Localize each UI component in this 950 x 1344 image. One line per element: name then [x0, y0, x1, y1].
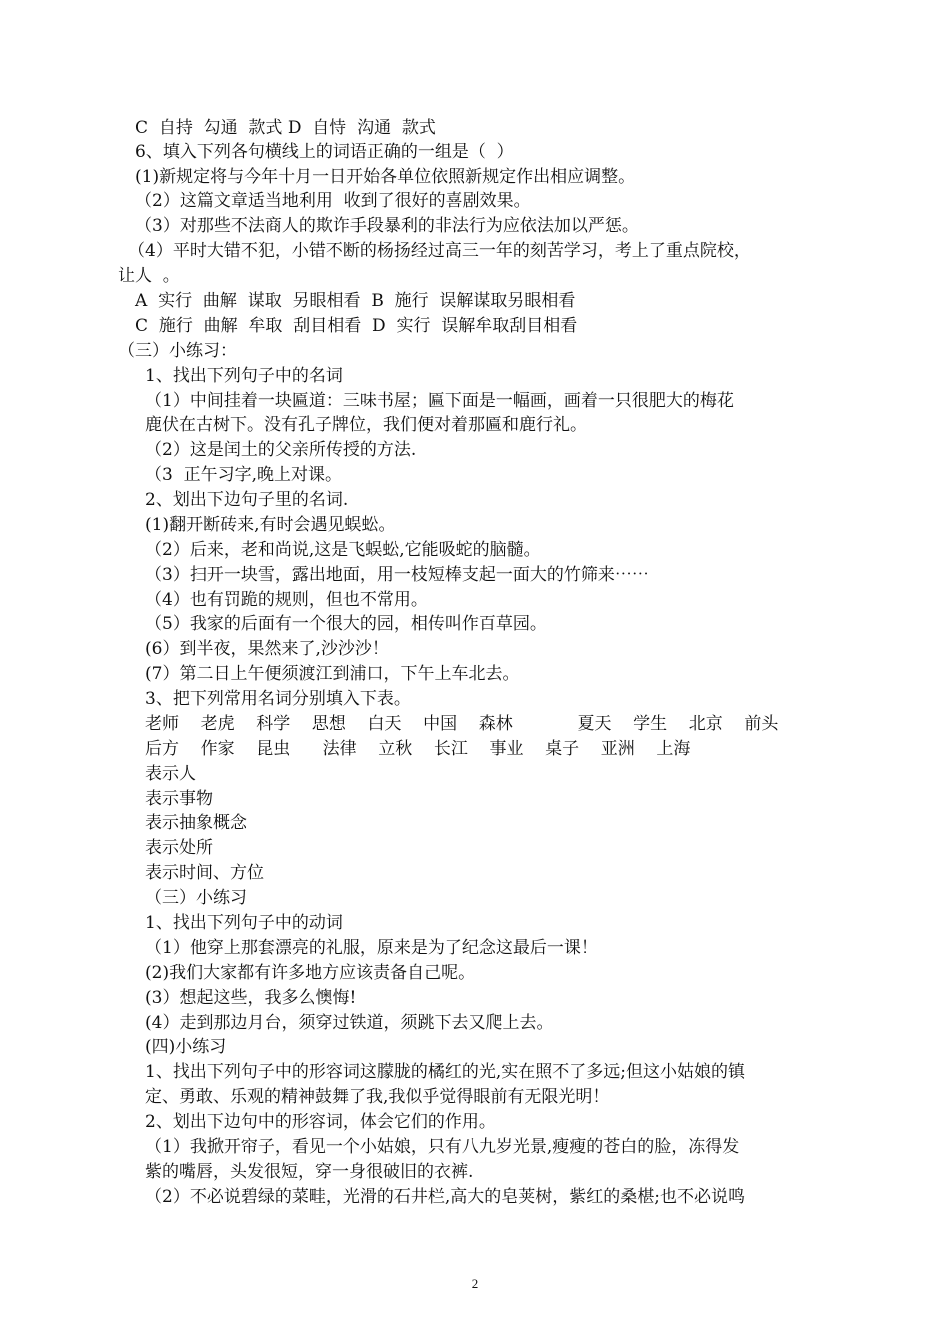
- text-line: （5）我家的后面有一个很大的园，相传叫作百草园。: [145, 614, 547, 634]
- question-title: 2、划出下边句子里的名词.: [145, 490, 349, 510]
- text-line: 1、找出下列句子中的形容词这朦胧的橘红的光,实在照不了多远;但这小姑娘的镇: [145, 1062, 745, 1082]
- text-line: A 实行 曲解 谋取 另眼相看 B 施行 误解谋取另眼相看: [135, 291, 576, 311]
- table-row-label: 表示处所: [145, 838, 213, 858]
- table-row-label: 表示抽象概念: [145, 813, 247, 833]
- section-heading: （三）小练习：: [118, 341, 237, 361]
- text-line: （1）我掀开帘子，看见一个小姑娘，只有八九岁光景,瘦瘦的苍白的脸，冻得发: [145, 1137, 740, 1157]
- question-title: 1、找出下列句子中的名词: [145, 366, 343, 386]
- word-list-row: 老师 老虎 科学 思想 白天 中国 森林 夏天 学生 北京 前头: [145, 714, 779, 734]
- page-number: 2: [471, 1276, 479, 1291]
- text-line: （2）这是闰土的父亲所传授的方法.: [145, 440, 417, 460]
- text-line: 让人 。: [118, 266, 180, 286]
- text-line: （4）也有罚跪的规则，但也不常用。: [145, 590, 428, 610]
- section-heading: (四)小练习: [145, 1037, 227, 1057]
- text-line: （3）扫开一块雪，露出地面，用一枝短棒支起一面大的竹筛来⋯⋯: [145, 565, 649, 585]
- text-line: （1）中间挂着一块匾道：三味书屋；匾下面是一幅画，画着一只很肥大的梅花: [145, 391, 734, 411]
- text-line: (4）走到那边月台，须穿过铁道，须跳下去又爬上去。: [145, 1013, 554, 1033]
- text-line: (1)翻开断砖来,有时会遇见蜈蚣。: [145, 515, 396, 535]
- text-line: (3）想起这些，我多么懊悔!: [145, 988, 357, 1008]
- section-heading: （三）小练习: [145, 888, 247, 908]
- table-row-label: 表示时间、方位: [145, 863, 264, 883]
- text-line: (2)我们大家都有许多地方应该责备自己呢。: [145, 963, 476, 983]
- table-row-label: 表示人: [145, 764, 196, 784]
- text-line: （3）对那些不法商人的欺诈手段暴利的非法行为应依法加以严惩。: [135, 216, 639, 236]
- text-line: （2）这篇文章适当地利用 收到了很好的喜剧效果。: [135, 191, 531, 211]
- text-line: 定、勇敢、乐观的精神鼓舞了我,我似乎觉得眼前有无限光明！: [145, 1087, 610, 1107]
- text-line: 鹿伏在古树下。没有孔子牌位，我们便对着那匾和鹿行礼。: [145, 415, 587, 435]
- text-line: （3 正午习字,晚上对课。: [145, 465, 343, 485]
- question-title: 2、划出下边句中的形容词，体会它们的作用。: [145, 1112, 496, 1132]
- text-line: （2）不必说碧绿的菜畦，光滑的石井栏,高大的皂荚树，紫红的桑椹;也不必说鸣: [145, 1187, 745, 1207]
- text-line: （4）平时大错不犯，小错不断的杨扬经过高三一年的刻苦学习，考上了重点院校，: [128, 241, 751, 261]
- table-row-label: 表示事物: [145, 789, 213, 809]
- text-line: (6）到半夜，果然来了,沙沙沙！: [145, 639, 389, 659]
- text-line: (7）第二日上午便须渡江到浦口，下午上车北去。: [145, 664, 520, 684]
- question-title: 3、把下列常用名词分别填入下表。: [145, 689, 411, 709]
- text-line: 6、填入下列各句横线上的词语正确的一组是（ ）: [135, 142, 514, 162]
- text-line: （2）后来，老和尚说,这是飞蜈蚣,它能吸蛇的脑髓。: [145, 540, 541, 560]
- text-line: C 施行 曲解 牟取 刮目相看 D 实行 误解牟取刮目相看: [135, 316, 578, 336]
- text-line: 紫的嘴唇，头发很短，穿一身很破旧的衣裤.: [145, 1162, 474, 1182]
- text-line: (1)新规定将与今年十月一日开始各单位依照新规定作出相应调整。: [135, 167, 636, 187]
- question-title: 1、找出下列句子中的动词: [145, 913, 343, 933]
- word-list-row: 后方 作家 昆虫 法律 立秋 长江 事业 桌子 亚洲 上海: [145, 739, 691, 759]
- text-line: C 自持 勾通 款式 D 自恃 沟通 款式: [135, 118, 436, 138]
- text-line: （1）他穿上那套漂亮的礼服，原来是为了纪念这最后一课！: [145, 938, 598, 958]
